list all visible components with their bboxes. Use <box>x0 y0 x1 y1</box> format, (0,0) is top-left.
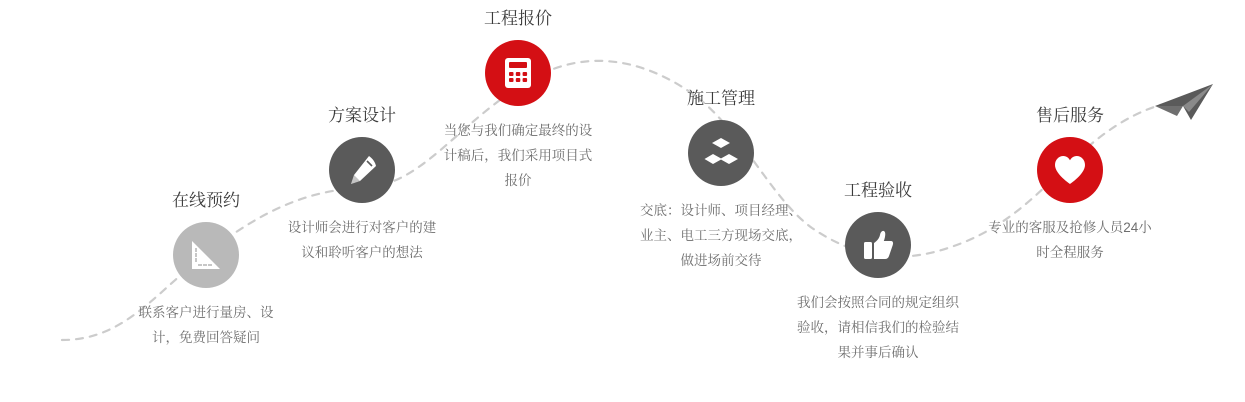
step-title: 工程报价 <box>484 9 552 28</box>
flow-step-scheme-design[interactable] <box>272 105 452 265</box>
blocks-icon <box>703 136 739 170</box>
step-description: 我们会按照合同的规定组织验收，请相信我们的检验结果并事后确认 <box>797 295 959 360</box>
step-icon-heart[interactable] <box>1037 137 1103 203</box>
flow-step-online-booking[interactable] <box>116 190 296 350</box>
calculator-icon <box>500 55 536 91</box>
flow-step-project-quotation[interactable] <box>428 8 608 193</box>
step-icon-blocks[interactable] <box>688 120 754 186</box>
ruler-icon <box>189 238 223 272</box>
step-title: 施工管理 <box>687 89 755 108</box>
step-title: 工程验收 <box>844 181 912 200</box>
step-icon-calculator[interactable] <box>485 40 551 106</box>
step-description: 专业的客服及抢修人员24小时全程服务 <box>988 220 1152 260</box>
flow-step-construction-management[interactable] <box>631 88 811 273</box>
arrow-head-icon <box>1155 84 1213 120</box>
flow-step-project-acceptance[interactable] <box>788 180 968 365</box>
step-icon-ruler[interactable] <box>173 222 239 288</box>
step-icon-thumbs-up[interactable] <box>845 212 911 278</box>
step-icon-pen[interactable] <box>329 137 395 203</box>
flow-step-after-sales-service[interactable] <box>980 105 1160 265</box>
thumbs-up-icon <box>861 228 895 262</box>
step-title: 方案设计 <box>328 106 396 125</box>
step-description: 当您与我们确定最终的设计稿后，我们采用项目式报价 <box>443 123 593 188</box>
heart-icon <box>1052 153 1088 187</box>
step-description: 交底：设计师、项目经理、业主、电工三方现场交底，做进场前交待 <box>640 203 802 268</box>
step-description: 联系客户进行量房、设计，免费回答疑问 <box>138 305 274 345</box>
step-description: 设计师会进行对客户的建议和聆听客户的想法 <box>287 220 437 260</box>
pen-icon <box>345 153 379 187</box>
step-title: 售后服务 <box>1036 106 1104 125</box>
step-title: 在线预约 <box>172 191 240 210</box>
